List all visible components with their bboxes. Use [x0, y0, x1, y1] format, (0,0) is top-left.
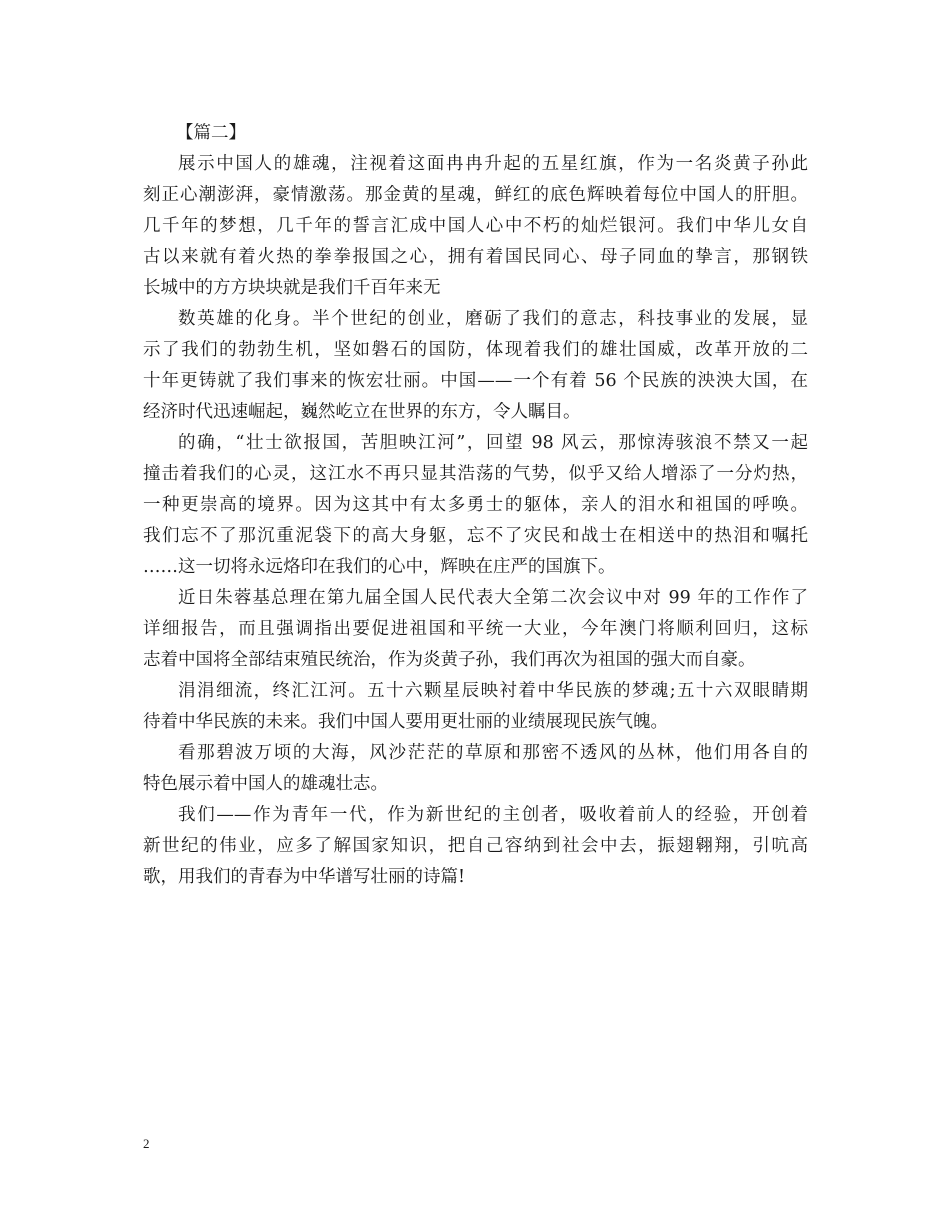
text-line: 新世纪的伟业，应多了解国家知识，把自己容纳到社会中去，振翅翱翔，引吭高 [143, 836, 808, 856]
section-heading: 【篇二】 [176, 123, 246, 143]
text-line: 特色展示着中国人的雄魂壮志。 [143, 774, 388, 794]
text-line: 的确，“壮士欲报国，苦胆映江河”，回望 98 风云，那惊涛骇浪不禁又一起 [178, 433, 808, 453]
text-line: 一种更崇高的境界。因为这其中有太多勇士的躯体，亲人的泪水和祖国的呼唤。 [143, 495, 808, 515]
text-line: 详细报告，而且强调指出要促进祖国和平统一大业，今年澳门将顺利回归，这标 [143, 619, 808, 639]
paragraph-3 [143, 428, 808, 583]
text-line: 近日朱蓉基总理在第九届全国人民代表大全第二次会议中对 99 年的工作作了 [178, 588, 808, 608]
paragraph-4 [143, 583, 808, 676]
text-line: 待着中华民族的未来。我们中国人要用更壮丽的业绩展现民族气魄。 [143, 712, 668, 732]
text-line: 古以来就有着火热的拳拳报国之心，拥有着国民同心、母子同血的挚言，那钢铁 [143, 247, 808, 267]
text-line: 歌，用我们的青春为中华谱写壮丽的诗篇! [143, 867, 466, 887]
text-line: 看那碧波万顷的大海，风沙茫茫的草原和那密不透风的丛林，他们用各自的 [178, 743, 808, 763]
document-body [143, 118, 808, 893]
paragraph-1 [143, 149, 808, 304]
text-line: 十年更铸就了我们事来的恢宏壮丽。中国——一个有着 56 个民族的泱泱大国，在 [143, 371, 808, 391]
text-line: 长城中的方方块块就是我们千百年来无 [143, 278, 441, 298]
page-number: 2 [143, 1136, 150, 1151]
paragraph-5 [143, 676, 808, 738]
paragraph-2 [143, 304, 808, 428]
text-line: 数英雄的化身。半个世纪的创业，磨砺了我们的意志，科技事业的发展，显 [178, 309, 808, 329]
text-line: 刻正心潮澎湃，豪情激荡。那金黄的星魂，鲜红的底色辉映着每位中国人的肝胆。 [143, 185, 808, 205]
text-line: 我们忘不了那沉重泥袋下的高大身躯，忘不了灾民和战士在相送中的热泪和嘱托 [143, 526, 808, 546]
text-line: 涓涓细流，终汇江河。五十六颗星辰映衬着中华民族的梦魂;五十六双眼睛期 [178, 681, 808, 701]
text-line: 我们——作为青年一代，作为新世纪的主创者，吸收着前人的经验，开创着 [178, 805, 808, 825]
paragraph-6 [143, 738, 808, 800]
text-line: 经济时代迅速崛起，巍然屹立在世界的东方，令人瞩目。 [143, 402, 581, 422]
text-line: 示了我们的勃勃生机，坚如磐石的国防，体现着我们的雄壮国威，改革开放的二 [143, 340, 808, 360]
text-line: ……这一切将永远烙印在我们的心中，辉映在庄严的国旗下。 [143, 557, 616, 577]
text-line: 志着中国将全部结束殖民统治，作为炎黄子孙，我们再次为祖国的强大而自豪。 [143, 650, 756, 670]
paragraph-7 [143, 800, 808, 893]
text-line: 展示中国人的雄魂，注视着这面冉冉升起的五星红旗，作为一名炎黄子孙此 [178, 154, 808, 174]
text-line: 几千年的梦想，几千年的誓言汇成中国人心中不朽的灿烂银河。我们中华儿女自 [143, 216, 808, 236]
text-line: 撞击着我们的心灵，这江水不再只显其浩荡的气势，似乎又给人增添了一分灼热， [143, 464, 808, 484]
